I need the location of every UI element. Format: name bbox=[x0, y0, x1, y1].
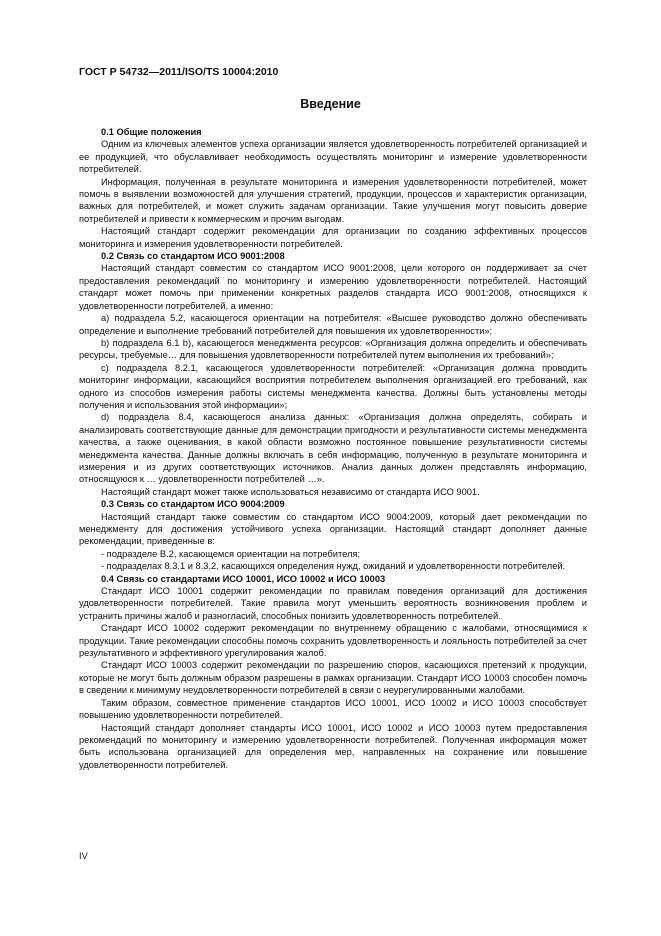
paragraph: Таким образом, совместное применение стандартов ИСО 10001, ИСО 10002 и ИСО 10003 способствует повышению удовлетворенности потребителей. bbox=[79, 697, 587, 721]
page-number: IV bbox=[79, 851, 88, 861]
paragraph: Информация, полученная в результате мониторинга и измерения удовлетворенности потребителей, может помочь в выявлении возможностей для улучшения стратегий, продукции, процессов и характеристик организации, важных для потребителей, и может служить задачам организации. Такие улучшения могут повысить доверие потребителей и привести к коммерческим и прочим выгодам. bbox=[79, 176, 587, 224]
paragraph: Настоящий стандарт совместим со стандартом ИСО 9001:2008, цели которого он поддерживает за счет предоставления рекомендаций по мониторингу и измерению удовлетворенности потребителей. Настоящий стандарт может помочь при применении конкретных разделов стандарта ИСО 9001:2008, относящихся к удовлетворенности потребителей, а именно: bbox=[79, 263, 587, 311]
list-item-a: a) подраздела 5.2, касающегося ориентации на потребителя: «Высшее руководство должно обеспечивать определение и выполнение требований потребителей для повышения их удовлетворенности»; bbox=[79, 313, 587, 336]
paragraph: Настоящий стандарт может также использоваться независимо от стандарта ИСО 9001. bbox=[101, 486, 480, 497]
paragraph: Настоящий стандарт содержит рекомендации для организации по созданию эффективных процессов мониторинга и измерения удовлетворенности потребителей. bbox=[79, 226, 587, 249]
document-body bbox=[79, 126, 587, 771]
section-title-introduction: Введение bbox=[300, 97, 361, 111]
heading-0-2: 0.2 Связь со стандартом ИСО 9001:2008 bbox=[101, 251, 285, 262]
paragraph: Настоящий стандарт дополняет стандарты ИСО 10001, ИСО 10002 и ИСО 10003 путем предоставления рекомендаций по мониторингу и измерению удовлетворенности потребителей. Полученная информация может быть использована организацией для определения мер, направленных на сохранение или повышение удовлетворенности потребителей. bbox=[79, 722, 587, 770]
list-item-c: c) подраздела 8.2.1, касающегося удовлетворенности потребителей: «Организация должна проводить мониторинг информации, касающийся восприятия потребителем выполнения организацией его требований, как одного из способов измерения работы системы менеджмента качества. Должны быть установлены методы получения и использования этой информации»; bbox=[79, 362, 587, 410]
heading-0-3: 0.3 Связь со стандартом ИСО 9004:2009 bbox=[101, 499, 285, 510]
paragraph: Настоящий стандарт также совместим со стандартом ИСО 9004:2009, который дает рекомендации по менеджменту для достижения устойчивого успеха организации. Настоящий стандарт дополняет данные рекомендации, приведенные в: bbox=[79, 511, 587, 547]
paragraph: Одним из ключевых элементов успеха организации является удовлетворенность потребителей организацией и ее продукцией, что обуславливает необходимость осуществлять мониторинг и измерение удовлетворенности потребителей. bbox=[79, 139, 587, 175]
list-item: - подразделах 8.3.1 и 8.3.2, касающихся определения нужд, ожиданий и удовлетворенности потребителей. bbox=[101, 561, 566, 572]
paragraph: Стандарт ИСО 10001 содержит рекомендации по правилам поведения организаций для достижения удовлетворенности потребителей. Такие правила могут уменьшить вероятность возникновения проблем и устранить причины жалоб и разногласий, способных понизить удовлетворенность потребителей. bbox=[79, 586, 587, 621]
paragraph: Стандарт ИСО 10003 содержит рекомендации по разрешению споров, касающихся претензий к продукции, которые не могут быть должным образом разрешены в рамках организации. Стандарт ИСО 10003 способен помочь в сведении к минимуму неудовлетворенности потребителей в связи с неурегулированными жалобами. bbox=[79, 660, 587, 696]
heading-0-4: 0.4 Связь со стандартами ИСО 10001, ИСО 10002 и ИСО 10003 bbox=[101, 573, 386, 584]
heading-0-1: 0.1 Общие положения bbox=[101, 127, 202, 137]
paragraph: Стандарт ИСО 10002 содержит рекомендации по внутреннему обращению с жалобами, относящимися к продукции. Такие рекомендации способны помочь сохранить удовлетворенность и лояльность потребителей за счет результативного и эффективного урегулирования жалоб. bbox=[79, 623, 587, 659]
list-item: - подразделе В.2, касающемся ориентации на потребителя; bbox=[101, 548, 361, 559]
list-item-b: b) подраздела 6.1 b), касающегося менеджмента ресурсов: «Организация должна определить и обеспечивать ресурсы, требуемые… для повышения удовлетворенности потребителей путем выполнения их требований»; bbox=[79, 337, 587, 361]
list-item-d: d) подраздела 8.4, касающегося анализа данных: «Организация должна определять, собирать и анализировать соответствующие данные для демонстрации пригодности и результативности системы менеджмента качества, а также оценивания, в какой области возможно постоянное повышение результативности системы менеджмента качества. Данные должны включать в себя информацию, полученную в результате мониторинга и измерения и из других соответствующих источников. Анализ данных должен представлять информацию, относящуюся к … удовлетворенности потребителей …». bbox=[79, 412, 587, 485]
document-code-header: ГОСТ Р 54732—2011/ISO/TS 10004:2010 bbox=[79, 66, 279, 78]
